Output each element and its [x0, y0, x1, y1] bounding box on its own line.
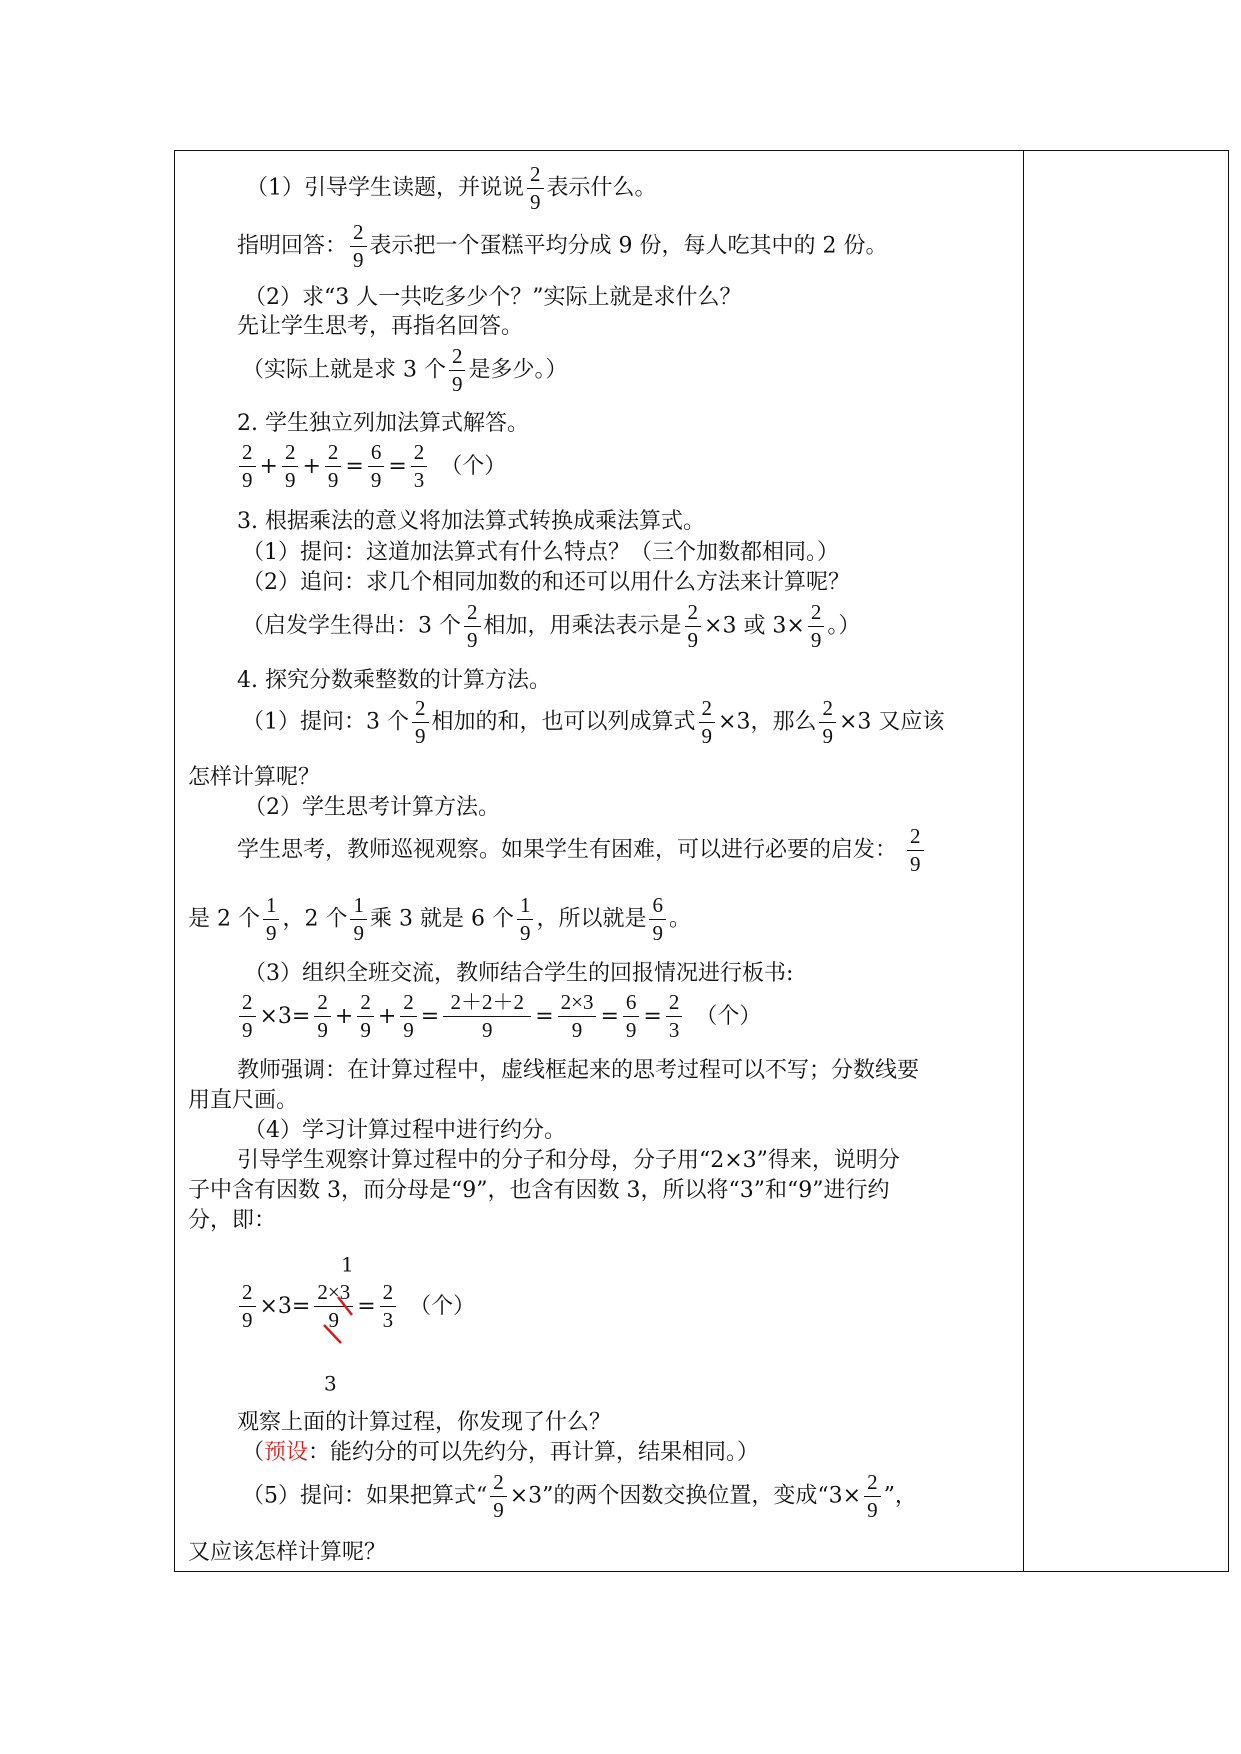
fraction-2-3: $\frac{2}{3}$: [411, 442, 428, 491]
text: （1）引导学生读题，并说说: [246, 175, 524, 201]
fraction-2-9: $\frac{2}{9}$: [412, 698, 429, 747]
fraction-2-9: $\frac{2}{9}$: [819, 698, 836, 747]
answer-line: [237, 222, 887, 271]
text-line: 先让学生思考，再指名回答。: [237, 314, 524, 339]
fraction-2-3: $\frac{2}{3}$: [666, 992, 683, 1041]
fraction-2-9: $\frac{2}{9}$: [449, 346, 466, 395]
preset-label: 预设: [264, 1440, 309, 1465]
question-line: （2）追问：求几个相同加数的和还可以用什么方法来计算呢？: [242, 570, 850, 595]
text-line: 用直尺画。: [188, 1088, 299, 1113]
cancel-top-digit: 1: [341, 1252, 354, 1277]
fraction-2-9: $\frac{2}{9}$: [282, 442, 299, 491]
text-line: 分，即：: [188, 1208, 277, 1233]
hint-line: （启发学生得出：3 个 $\frac{2}{9}$ 相加，用乘法表示是 $\frac{2}{9}$ ×3 或 3× $\frac{2}{9}$ 。）: [242, 600, 861, 652]
fraction-2-9: $\frac{2}{9}$: [808, 602, 825, 651]
fraction-6-9: $\frac{6}{9}$: [623, 992, 640, 1041]
text-line: 观察上面的计算过程，你发现了什么？: [237, 1410, 612, 1435]
text-line: 教师强调：在计算过程中，虚线框起来的思考过程可以不写；分数线要: [237, 1058, 920, 1083]
fraction-2-9: $\frac{2}{9}$: [350, 222, 367, 271]
fraction-2-9: $\frac{2}{9}$: [400, 992, 417, 1041]
cancel-bottom-digit: 3: [324, 1371, 337, 1396]
fraction-2-9: $\frac{2}{9}$: [314, 992, 331, 1041]
fraction-2x3-9: $\frac{2\times 3}{9}$: [558, 992, 597, 1041]
fraction-6-9: $\frac{6}{9}$: [649, 895, 666, 944]
fraction-6-9: $\frac{6}{9}$: [368, 442, 385, 491]
text-line: 子中含有因数 3，而分母是“9”，也含有因数 3，所以将“3”和“9”进行约: [188, 1178, 890, 1203]
preset-line: （预设：能约分的可以先约分，再计算，结果相同。）: [242, 1440, 760, 1465]
text: 指明回答：: [237, 233, 348, 259]
fraction-2-9: $\frac{2}{9}$: [239, 1282, 256, 1331]
fraction-1-9: $\frac{1}{9}$: [263, 895, 280, 944]
step-3-heading: 3. 根据乘法的意义将加法算式转换成乘法算式。: [237, 509, 705, 534]
table-column-divider: [1023, 150, 1024, 1572]
addition-equation: $\frac{2}{9}$ + $\frac{2}{9}$ + $\frac{2}{9}$ = $\frac{6}{9}$ = $\frac{2}{3}$ （个）: [236, 442, 507, 491]
fraction-2x3-9-cancelled: $\frac{2\times 3}{9}$: [314, 1282, 353, 1331]
text-line: 又应该怎样计算呢？: [188, 1540, 387, 1565]
fraction-2-9: $\frac{2}{9}$: [864, 1472, 881, 1521]
fraction-2-9: $\frac{2}{9}$: [699, 698, 716, 747]
lesson-content: [174, 150, 1023, 1572]
board-equation: $\frac{2}{9}$ ×3= $\frac{2}{9}$ + $\frac{2}{9}$ + $\frac{2}{9}$ = $\frac{2+2+2}{9}$ = $\frac{2\times 3}{9}$ = $\frac{6}{9}$ = $\frac{2}{3}$ （个）: [236, 992, 762, 1041]
question-line: （5）提问：如果把算式“ $\frac{2}{9}$ ×3”的两个因数交换位置，变成“3× $\frac{2}{9}$ ”，: [242, 1470, 917, 1522]
text-line: 是 2 个 $\frac{1}{9}$ ，2 个 $\frac{1}{9}$ 乘 3 就是 6 个 $\frac{1}{9}$ ，所以就是 $\frac{6}{9}$ 。: [188, 893, 691, 945]
fraction-2-9: $\frac{2}{9}$: [357, 992, 374, 1041]
cancel-equation: $\frac{2}{9}$ ×3= $\frac{2\times 3}{9}$ = $\frac{2}{3}$ （个）: [236, 1282, 476, 1331]
fraction-2-9: $\frac{2}{9}$: [490, 1472, 507, 1521]
fraction-2-9: $\frac{2}{9}$: [325, 442, 342, 491]
dashed-sum-fraction: $\frac{2+2+2}{9}$: [443, 992, 531, 1041]
question-line: （2）求“3 人一共吃多少个？”实际上就是求什么？: [244, 285, 742, 310]
fraction-2-9: $\frac{2}{9}$: [239, 442, 256, 491]
question-line: （1）提问：3 个 $\frac{2}{9}$ 相加的和，也可以列成算式 $\frac{2}{9}$ ×3，那么 $\frac{2}{9}$ ×3 又应该: [242, 696, 945, 748]
fraction-2-9: $\frac{2}{9}$: [464, 602, 481, 651]
step-4-heading: 4. 探究分数乘整数的计算方法。: [237, 668, 551, 693]
step-1-line: [246, 164, 657, 213]
question-line: （1）提问：这道加法算式有什么特点？（三个加数都相同。）: [242, 540, 839, 565]
cancel-stroke-9: [324, 1325, 341, 1343]
text: 表示什么。: [546, 175, 657, 201]
text: 表示把一个蛋糕平均分成 9 份，每人吃其中的 2 份。: [369, 233, 888, 259]
text-line: 学生思考，教师巡视观察。如果学生有困难，可以进行必要的启发： $\frac{2}{9}$: [237, 826, 927, 875]
text-line: （4）学习计算过程中进行约分。: [244, 1118, 566, 1143]
cancel-stroke-3: [338, 1297, 352, 1315]
text-line: （3）组织全班交流，教师结合学生的回报情况进行板书:: [244, 961, 794, 986]
fraction-1-9: $\frac{1}{9}$: [517, 895, 534, 944]
text-line: 怎样计算呢？: [188, 765, 321, 790]
step-2-heading: 2. 学生独立列加法算式解答。: [237, 411, 529, 436]
fraction-2-3: $\frac{2}{3}$: [380, 1282, 397, 1331]
fraction-1-9: $\frac{1}{9}$: [350, 895, 367, 944]
text-line: （2）学生思考计算方法。: [244, 795, 500, 820]
answer-line: （实际上就是求 3 个 $\frac{2}{9}$ 是多少。）: [242, 344, 568, 396]
fraction-2-9: $\frac{2}{9}$: [907, 826, 924, 875]
fraction-2-9: $\frac{2}{9}$: [239, 992, 256, 1041]
text-line: 引导学生观察计算过程中的分子和分母，分子用“2×3”得来，说明分: [237, 1148, 900, 1173]
fraction-2-9: $\frac{2}{9}$: [685, 602, 702, 651]
cancel-strokes: [324, 1295, 384, 1355]
fraction-2-9: $\frac{2}{9}$: [527, 164, 544, 213]
